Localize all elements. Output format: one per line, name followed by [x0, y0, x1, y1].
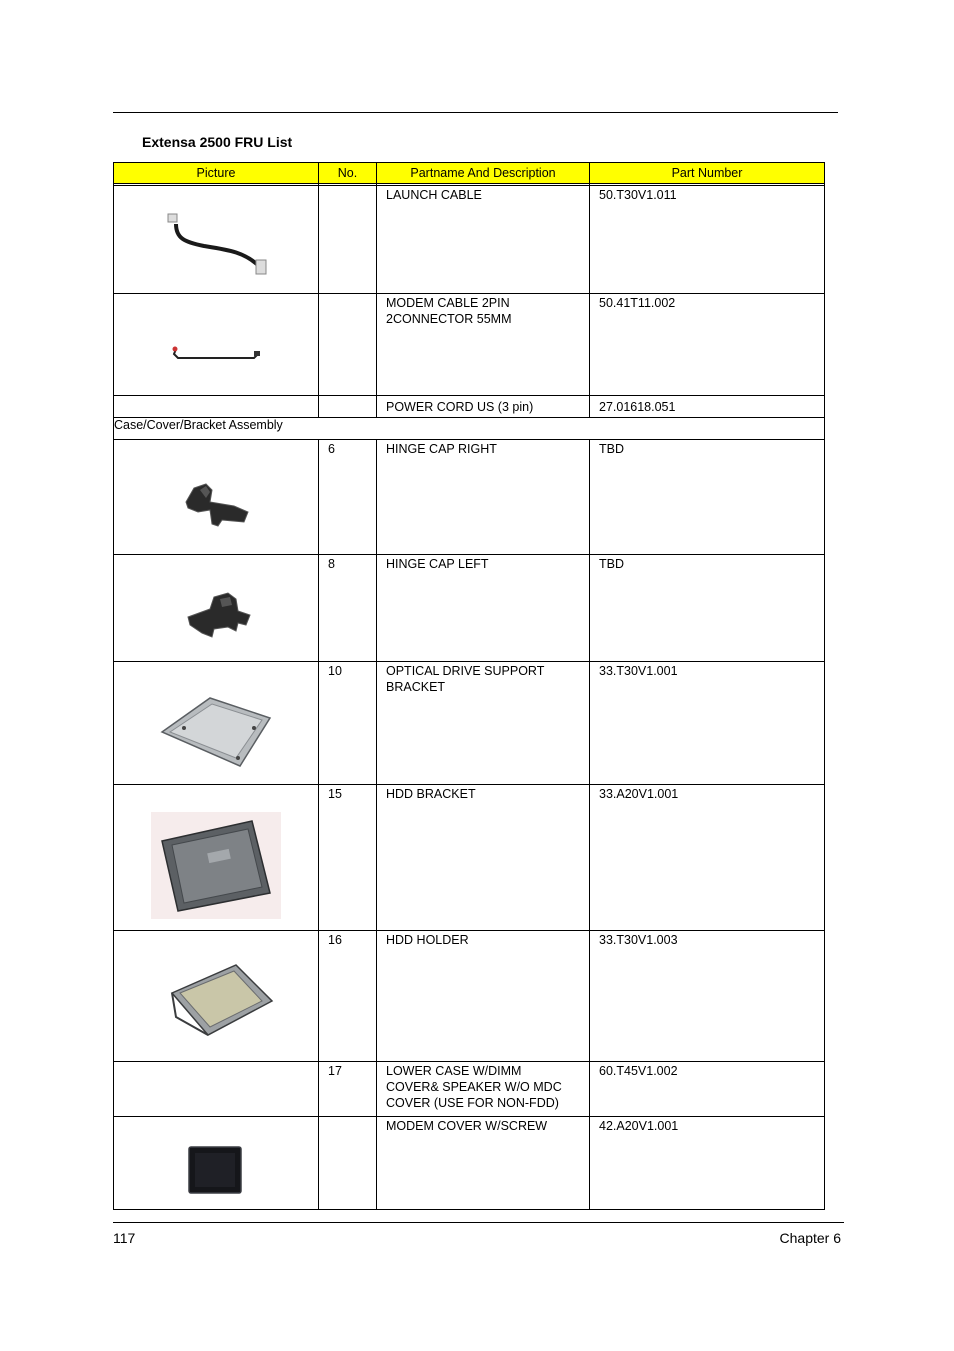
- table-row: [114, 440, 825, 555]
- optical-drive-bracket-icon: [114, 662, 319, 785]
- table-row: [114, 1062, 825, 1117]
- picture-cell: [114, 555, 319, 662]
- table-row: [114, 1117, 825, 1210]
- description-cell: OPTICAL DRIVE SUPPORT BRACKET: [377, 662, 590, 785]
- footer-rule: [113, 1222, 844, 1223]
- no-cell: 15: [319, 785, 377, 931]
- hinge-cap-left-icon: [114, 555, 319, 662]
- description-cell: LOWER CASE W/DIMM COVER& SPEAKER W/O MDC COVER (USE FOR NON-FDD): [377, 1062, 590, 1117]
- part-number-cell: 27.01618.051: [590, 396, 825, 418]
- modem-cable-icon: [114, 294, 319, 396]
- column-header-part-number: Part Number: [590, 163, 825, 184]
- table-row: [114, 396, 825, 418]
- description-cell: HINGE CAP LEFT: [377, 555, 590, 662]
- part-number-cell: 33.T30V1.001: [590, 662, 825, 785]
- hdd-bracket-icon: [114, 785, 319, 931]
- picture-cell: [114, 1117, 319, 1210]
- part-number-cell: 50.41T11.002: [590, 294, 825, 396]
- description-cell: MODEM CABLE 2PIN 2CONNECTOR 55MM: [377, 294, 590, 396]
- no-cell: [319, 396, 377, 418]
- page-number: 117: [113, 1230, 136, 1246]
- column-header-description: Partname And Description: [377, 163, 590, 184]
- picture-cell: [114, 662, 319, 785]
- header-rule: [113, 112, 838, 113]
- table-header-row: [114, 163, 825, 184]
- picture-cell: [114, 294, 319, 396]
- description-cell: POWER CORD US (3 pin): [377, 396, 590, 418]
- description-cell: MODEM COVER W/SCREW: [377, 1117, 590, 1210]
- page-title: Extensa 2500 FRU List: [142, 134, 293, 150]
- table-row: [114, 662, 825, 785]
- column-header-no: No.: [319, 163, 377, 184]
- description-cell: HDD HOLDER: [377, 931, 590, 1062]
- table-row: [114, 555, 825, 662]
- hinge-cap-right-icon: [114, 440, 319, 555]
- description-cell: HINGE CAP RIGHT: [377, 440, 590, 555]
- column-header-picture: Picture: [114, 163, 319, 184]
- picture-cell: [114, 785, 319, 931]
- no-cell: [319, 294, 377, 396]
- part-number-cell: 42.A20V1.001: [590, 1117, 825, 1210]
- picture-cell: [114, 440, 319, 555]
- part-number-cell: 60.T45V1.002: [590, 1062, 825, 1117]
- description-cell: LAUNCH CABLE: [377, 186, 590, 294]
- section-label: Case/Cover/Bracket Assembly: [114, 418, 825, 440]
- no-cell: 16: [319, 931, 377, 1062]
- table-row: [114, 186, 825, 294]
- no-cell: [319, 1117, 377, 1210]
- fru-table: [113, 162, 825, 1210]
- part-number-cell: 33.A20V1.001: [590, 785, 825, 931]
- launch-cable-icon: [114, 186, 319, 294]
- part-number-cell: TBD: [590, 555, 825, 662]
- no-cell: [319, 186, 377, 294]
- hdd-holder-icon: [114, 931, 319, 1062]
- no-cell: 8: [319, 555, 377, 662]
- picture-cell: [114, 1062, 319, 1117]
- table-row: [114, 294, 825, 396]
- description-cell: HDD BRACKET: [377, 785, 590, 931]
- part-number-cell: 50.T30V1.011: [590, 186, 825, 294]
- picture-cell: [114, 186, 319, 294]
- picture-cell: [114, 396, 319, 418]
- no-cell: 17: [319, 1062, 377, 1117]
- chapter-label: Chapter 6: [779, 1230, 841, 1246]
- table-row: [114, 931, 825, 1062]
- table-row: [114, 785, 825, 931]
- no-cell: 10: [319, 662, 377, 785]
- modem-cover-icon: [114, 1117, 319, 1210]
- picture-cell: [114, 931, 319, 1062]
- part-number-cell: 33.T30V1.003: [590, 931, 825, 1062]
- no-cell: 6: [319, 440, 377, 555]
- section-row: [114, 418, 825, 440]
- part-number-cell: TBD: [590, 440, 825, 555]
